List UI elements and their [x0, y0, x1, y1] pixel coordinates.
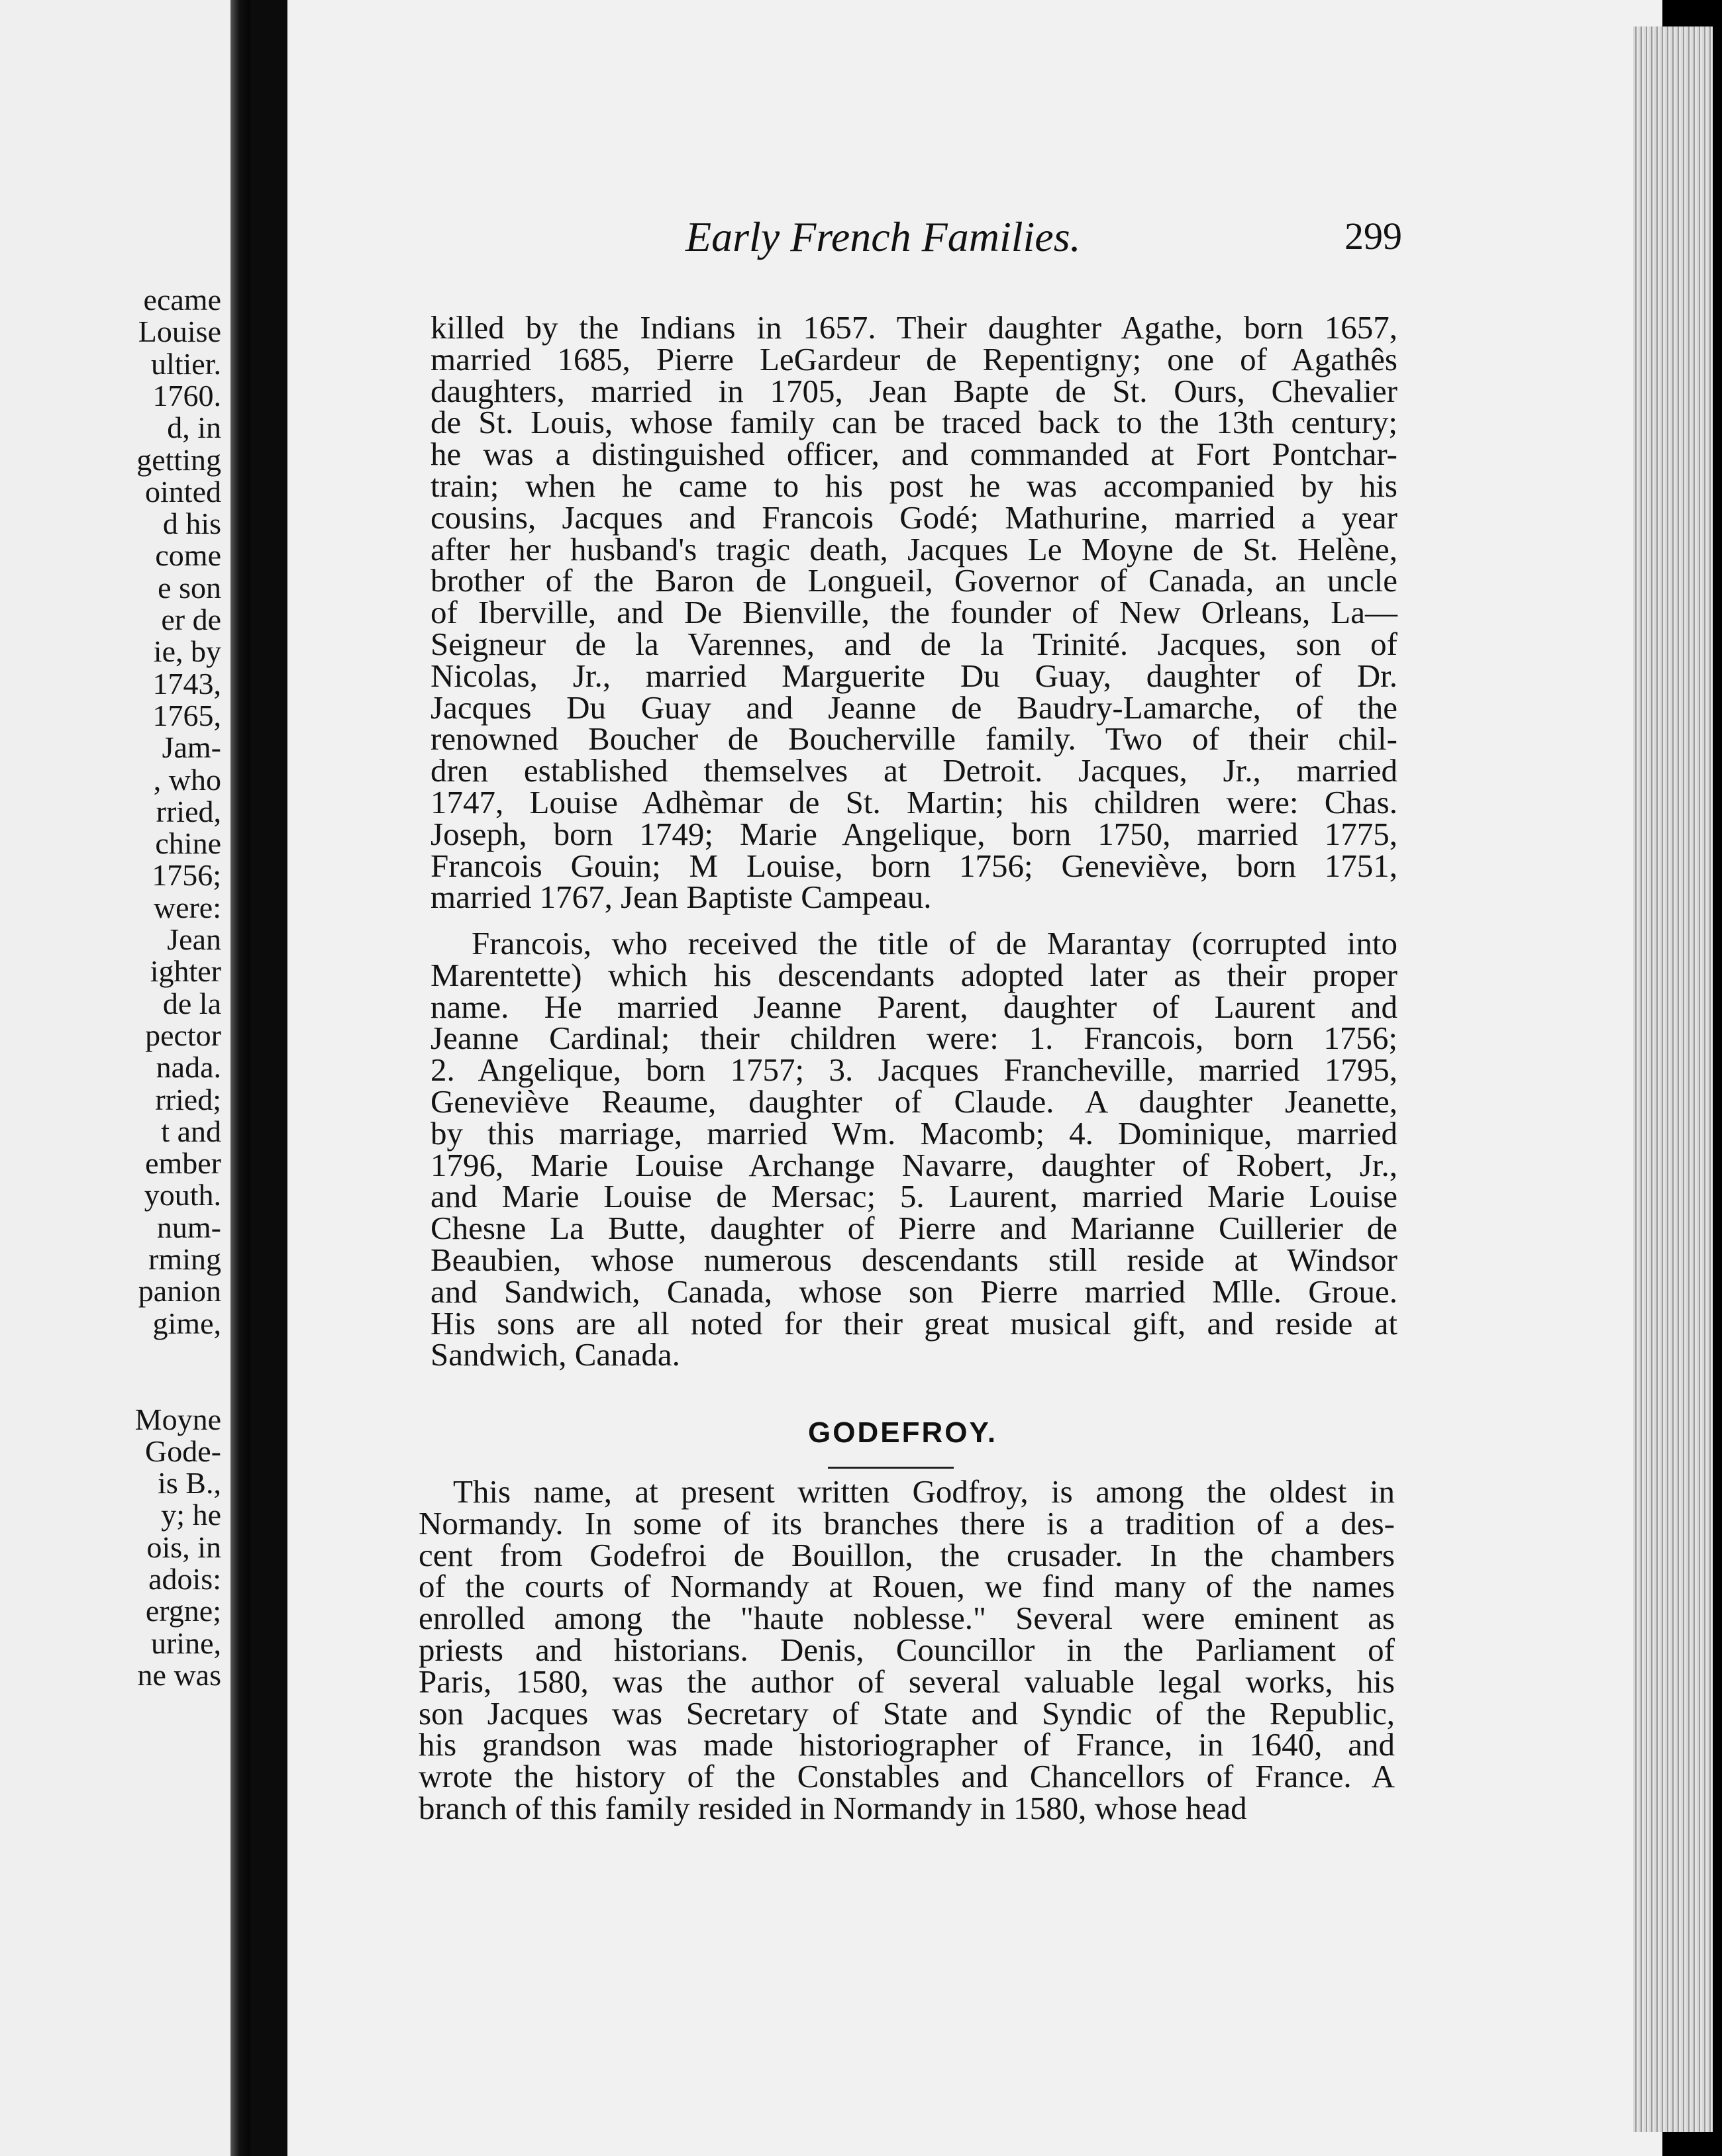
book-gutter-shadow — [250, 0, 287, 2156]
left-page-fragment: d, in — [167, 411, 221, 445]
text-line: Marentette) which his descendants adopted later as their proper — [430, 956, 1397, 993]
left-page-fragment: rried; — [155, 1082, 221, 1116]
left-page-fragment: rried, — [156, 794, 221, 828]
section-heading: GODEFROY. — [808, 1416, 998, 1449]
left-page-fragment: Jean — [167, 922, 221, 956]
left-page-fragment: 1743, — [152, 666, 221, 701]
left-page-fragment: ecame — [143, 283, 221, 317]
text-line: cousins, Jacques and Francois Godé; Mathurine, married a year — [430, 499, 1397, 536]
left-page-fragment: 1765, — [152, 698, 221, 732]
previous-page — [0, 0, 230, 2156]
left-page-fragment: de la — [162, 986, 221, 1020]
text-line: Nicolas, Jr., married Marguerite Du Guay, daughter of Dr. — [430, 657, 1397, 694]
text-line: of the courts of Normandy at Rouen, we find many of the names — [419, 1568, 1395, 1605]
text-line: His sons are all noted for their great musical gift, and reside at — [430, 1304, 1397, 1342]
text-line: 1796, Marie Louise Archange Navarre, daughter of Robert, Jr., — [430, 1146, 1397, 1183]
left-page-fragment: youth. — [144, 1178, 221, 1212]
left-page-fragment: is B., — [158, 1466, 221, 1500]
text-line: married 1685, Pierre LeGardeur de Repentigny; one of Agathês — [430, 340, 1397, 377]
left-page-fragment: panion — [138, 1274, 221, 1308]
text-line: train; when he came to his post he was accompanied by his — [430, 467, 1397, 504]
page-number: 299 — [1344, 215, 1402, 258]
text-line: son Jacques was Secretary of State and Syndic of the Republic, — [419, 1694, 1395, 1732]
text-line: by this marriage, married Wm. Macomb; 4. Dominique, married — [430, 1114, 1397, 1152]
left-page-fragment: ergne; — [145, 1594, 221, 1628]
text-line: Normandy. In some of its branches there is a tradition of a des- — [419, 1504, 1395, 1542]
left-page-fragment: Gode- — [145, 1434, 221, 1468]
left-page-fragment: were: — [153, 890, 221, 924]
text-line: his grandson was made historiographer of France, in 1640, and — [419, 1726, 1395, 1763]
text-line: 2. Angelique, born 1757; 3. Jacques Francheville, married 1795, — [430, 1052, 1397, 1089]
left-page-fragment: ighter — [150, 954, 221, 989]
text-line: 1747, Louise Adhèmar de St. Martin; his children were: Chas. — [430, 784, 1397, 820]
left-page-fragment: num- — [156, 1210, 221, 1244]
text-line: married 1767, Jean Baptiste Campeau. — [430, 879, 932, 916]
left-page-fragment: ointed — [145, 474, 221, 509]
left-page-fragment: 1756; — [152, 858, 221, 893]
left-page-fragment: e son — [158, 570, 221, 605]
text-line: branch of this family resided in Normandy in 1580, whose head — [419, 1790, 1247, 1826]
left-page-fragment: Jam- — [162, 730, 221, 765]
text-line: after her husband's tragic death, Jacques Le Moyne de St. Helène, — [430, 530, 1397, 567]
text-line: renowned Boucher de Boucherville family. Two of their chil- — [430, 720, 1397, 758]
text-line: daughters, married in 1705, Jean Bapte de St. Ours, Chevalier — [430, 372, 1397, 409]
left-page-fragment: ne was — [137, 1657, 221, 1692]
left-page-fragment: rming — [148, 1242, 221, 1276]
text-line: cent from Godefroi de Bouillon, the crusader. In the chambers — [419, 1536, 1395, 1573]
text-line: Francois, who received the title of de Marantay (corrupted into — [472, 925, 1397, 961]
left-page-fragment: ultier. — [150, 346, 221, 381]
text-line: enrolled among the "haute noblesse." Several were eminent as — [419, 1600, 1395, 1637]
left-page-fragment: urine, — [150, 1626, 221, 1660]
book-gutter — [230, 0, 250, 2156]
left-page-fragment: getting — [136, 442, 221, 477]
left-page-fragment: t and — [161, 1114, 221, 1148]
text-line: Geneviève Reaume, daughter of Claude. A daughter Jeanette, — [430, 1083, 1397, 1120]
text-line: Sandwich, Canada. — [430, 1336, 680, 1373]
text-line: priests and historians. Denis, Councillor in the Parliament of — [419, 1632, 1395, 1668]
left-page-fragment: gime, — [152, 1306, 221, 1340]
left-page-fragment: nada. — [156, 1050, 221, 1085]
text-line: de St. Louis, whose family can be traced back to the 13th century; — [430, 404, 1397, 441]
text-line: killed by the Indians in 1657. Their daughter Agathe, born 1657, — [430, 309, 1397, 346]
text-line: dren established themselves at Detroit. Jacques, Jr., married — [430, 752, 1397, 789]
text-line: Joseph, born 1749; Marie Angelique, born 1750, married 1775, — [430, 815, 1397, 852]
text-line: Seigneur de la Varennes, and de la Trinité. Jacques, son of — [430, 626, 1397, 662]
text-line: Jacques Du Guay and Jeanne de Baudry-Lamarche, of the — [430, 689, 1397, 726]
left-page-fragment: come — [155, 538, 221, 573]
text-line: and Marie Louise de Mersac; 5. Laurent, married Marie Louise — [430, 1178, 1397, 1215]
left-page-fragment: er de — [161, 603, 221, 636]
left-page-fragment: ie, by — [153, 634, 221, 669]
page-edges — [1633, 26, 1713, 2132]
text-line: wrote the history of the Constables and Chancellors of France. A — [419, 1758, 1395, 1795]
text-line: he was a distinguished officer, and commanded at Fort Pontchar- — [430, 436, 1397, 473]
left-page-fragment: chine — [155, 826, 221, 861]
left-page-fragment: adois: — [148, 1562, 221, 1596]
running-title: Early French Families. — [685, 213, 1081, 260]
left-page-fragment: Louise — [138, 315, 221, 349]
text-line: Paris, 1580, was the author of several valuable legal works, his — [419, 1663, 1395, 1700]
left-page-fragment: , who — [153, 762, 221, 797]
left-page-fragment: pector — [145, 1018, 221, 1052]
section-rule — [828, 1467, 954, 1469]
text-line: name. He married Jeanne Parent, daughter of Laurent and — [430, 988, 1397, 1025]
text-line: Beaubien, whose numerous descendants still reside at Windsor — [430, 1242, 1397, 1278]
left-page-fragment: d his — [162, 507, 221, 541]
left-page-fragment: ember — [145, 1146, 221, 1181]
text-line: Jeanne Cardinal; their children were: 1. Francois, born 1756; — [430, 1020, 1397, 1057]
left-page-fragment: 1760. — [152, 378, 221, 413]
left-page-fragment: Moyne — [134, 1402, 221, 1436]
text-line: brother of the Baron de Longueil, Governor of Canada, an uncle — [430, 562, 1397, 599]
text-line: and Sandwich, Canada, whose son Pierre married Mlle. Groue. — [430, 1273, 1397, 1310]
text-line: of Iberville, and De Bienville, the founder of New Orleans, La— — [430, 594, 1397, 631]
text-line: This name, at present written Godfroy, is among the oldest in — [453, 1473, 1395, 1510]
left-page-fragment: ois, in — [146, 1530, 221, 1564]
text-line: Chesne La Butte, daughter of Pierre and Marianne Cuillerier de — [430, 1210, 1397, 1247]
left-page-fragment: y; he — [161, 1498, 221, 1532]
text-line: Francois Gouin; M Louise, born 1756; Geneviève, born 1751, — [430, 847, 1397, 884]
